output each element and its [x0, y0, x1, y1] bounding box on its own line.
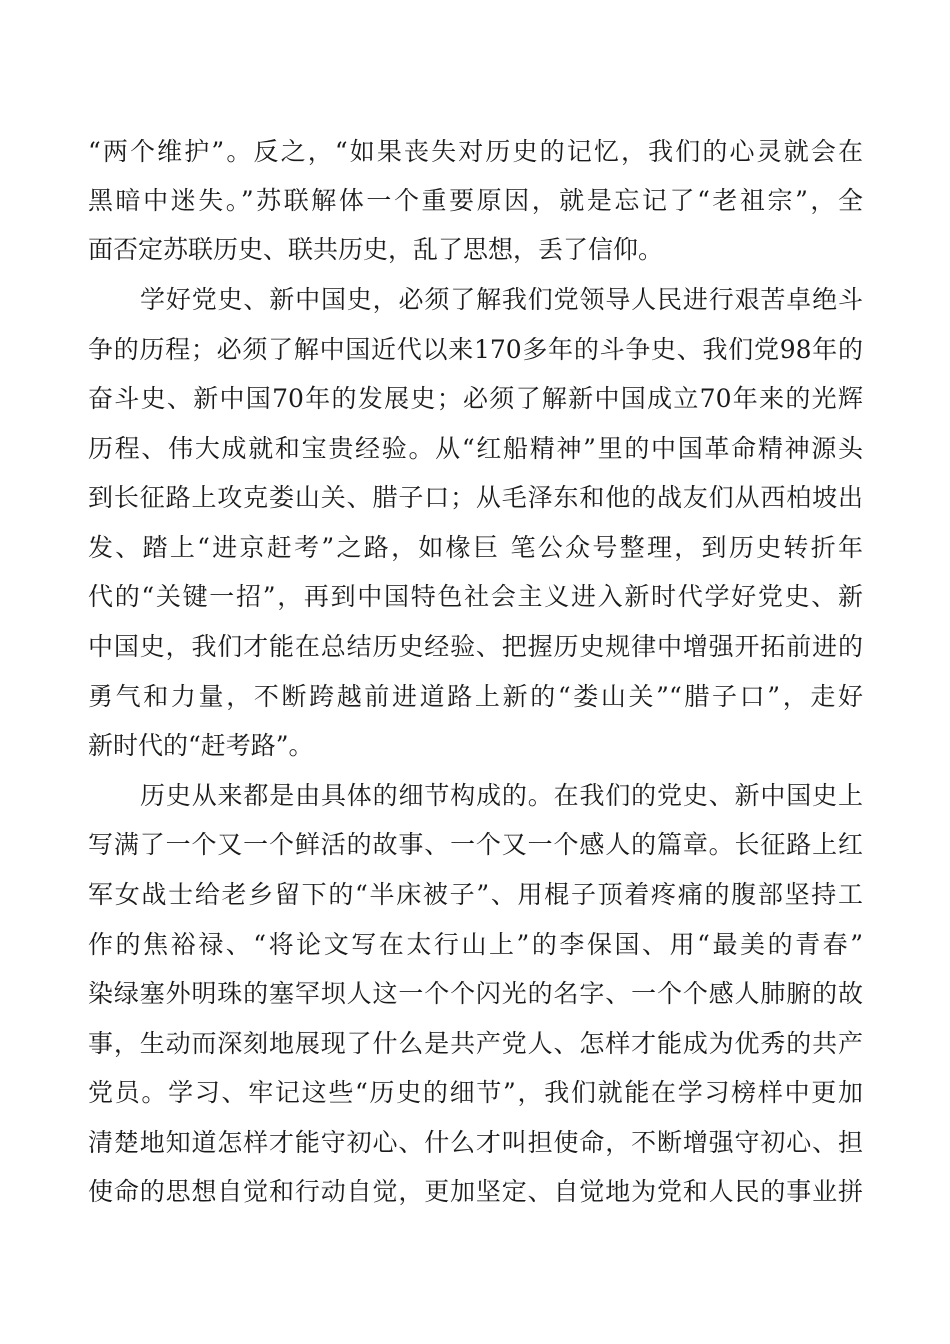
text-line: “两个维护”。反之，“如果丧失对历史的记忆，我们的心灵就会在 — [88, 137, 863, 166]
text-line: 到长征路上攻克娄山关、腊子口；从毛泽东和他的战友们从西柏坡出 — [88, 483, 863, 512]
text-line: 代的“关键一招”，再到中国特色社会主义进入新时代学好党史、新 — [88, 582, 863, 611]
text-line: 写满了一个又一个鲜活的故事、一个又一个感人的篇章。长征路上红 — [88, 830, 863, 859]
text-line: 面否定苏联历史、联共历史，乱了思想，丢了信仰。 — [88, 235, 664, 264]
text-line: 新时代的“赶考路”。 — [88, 731, 314, 760]
text-line: 学好党史、新中国史，必须了解我们党领导人民进行艰苦卓绝斗 — [140, 285, 863, 314]
text-line: 发、踏上“进京赶考”之路，如椽巨 笔公众号整理，到历史转折年 — [88, 533, 863, 562]
text-line: 黑暗中迷失。”苏联解体一个重要原因，就是忘记了“老祖宗”，全 — [88, 186, 863, 215]
text-line: 奋斗史、新中国70年的发展史；必须了解新中国成立70年来的光辉 — [88, 384, 863, 413]
text-line: 事，生动而深刻地展现了什么是共产党人、怎样才能成为优秀的共产 — [88, 1029, 863, 1058]
text-line: 争的历程；必须了解中国近代以来170多年的斗争史、我们党98年的 — [88, 335, 863, 364]
text-line: 清楚地知道怎样才能守初心、什么才叫担使命，不断增强守初心、担 — [88, 1128, 863, 1157]
text-line: 作的焦裕禄、“将论文写在太行山上”的李保国、用“最美的青春” — [88, 930, 863, 959]
text-line: 勇气和力量，不断跨越前进道路上新的“娄山关”“腊子口”，走好 — [88, 682, 863, 711]
text-line: 党员。学习、牢记这些“历史的细节”，我们就能在学习榜样中更加 — [88, 1078, 863, 1107]
text-line: 历程、伟大成就和宝贵经验。从“红船精神”里的中国革命精神源头 — [88, 434, 863, 463]
text-line: 历史从来都是由具体的细节构成的。在我们的党史、新中国史上 — [140, 781, 863, 810]
text-line: 染绿塞外明珠的塞罕坝人这一个个闪光的名字、一个个感人肺腑的故 — [88, 979, 863, 1008]
text-line: 中国史，我们才能在总结历史经验、把握历史规律中增强开拓前进的 — [88, 632, 863, 661]
text-line: 军女战士给老乡留下的“半床被子”、用棍子顶着疼痛的腹部坚持工 — [88, 880, 863, 909]
text-line: 使命的思想自觉和行动自觉，更加坚定、自觉地为党和人民的事业拼 — [88, 1177, 863, 1206]
